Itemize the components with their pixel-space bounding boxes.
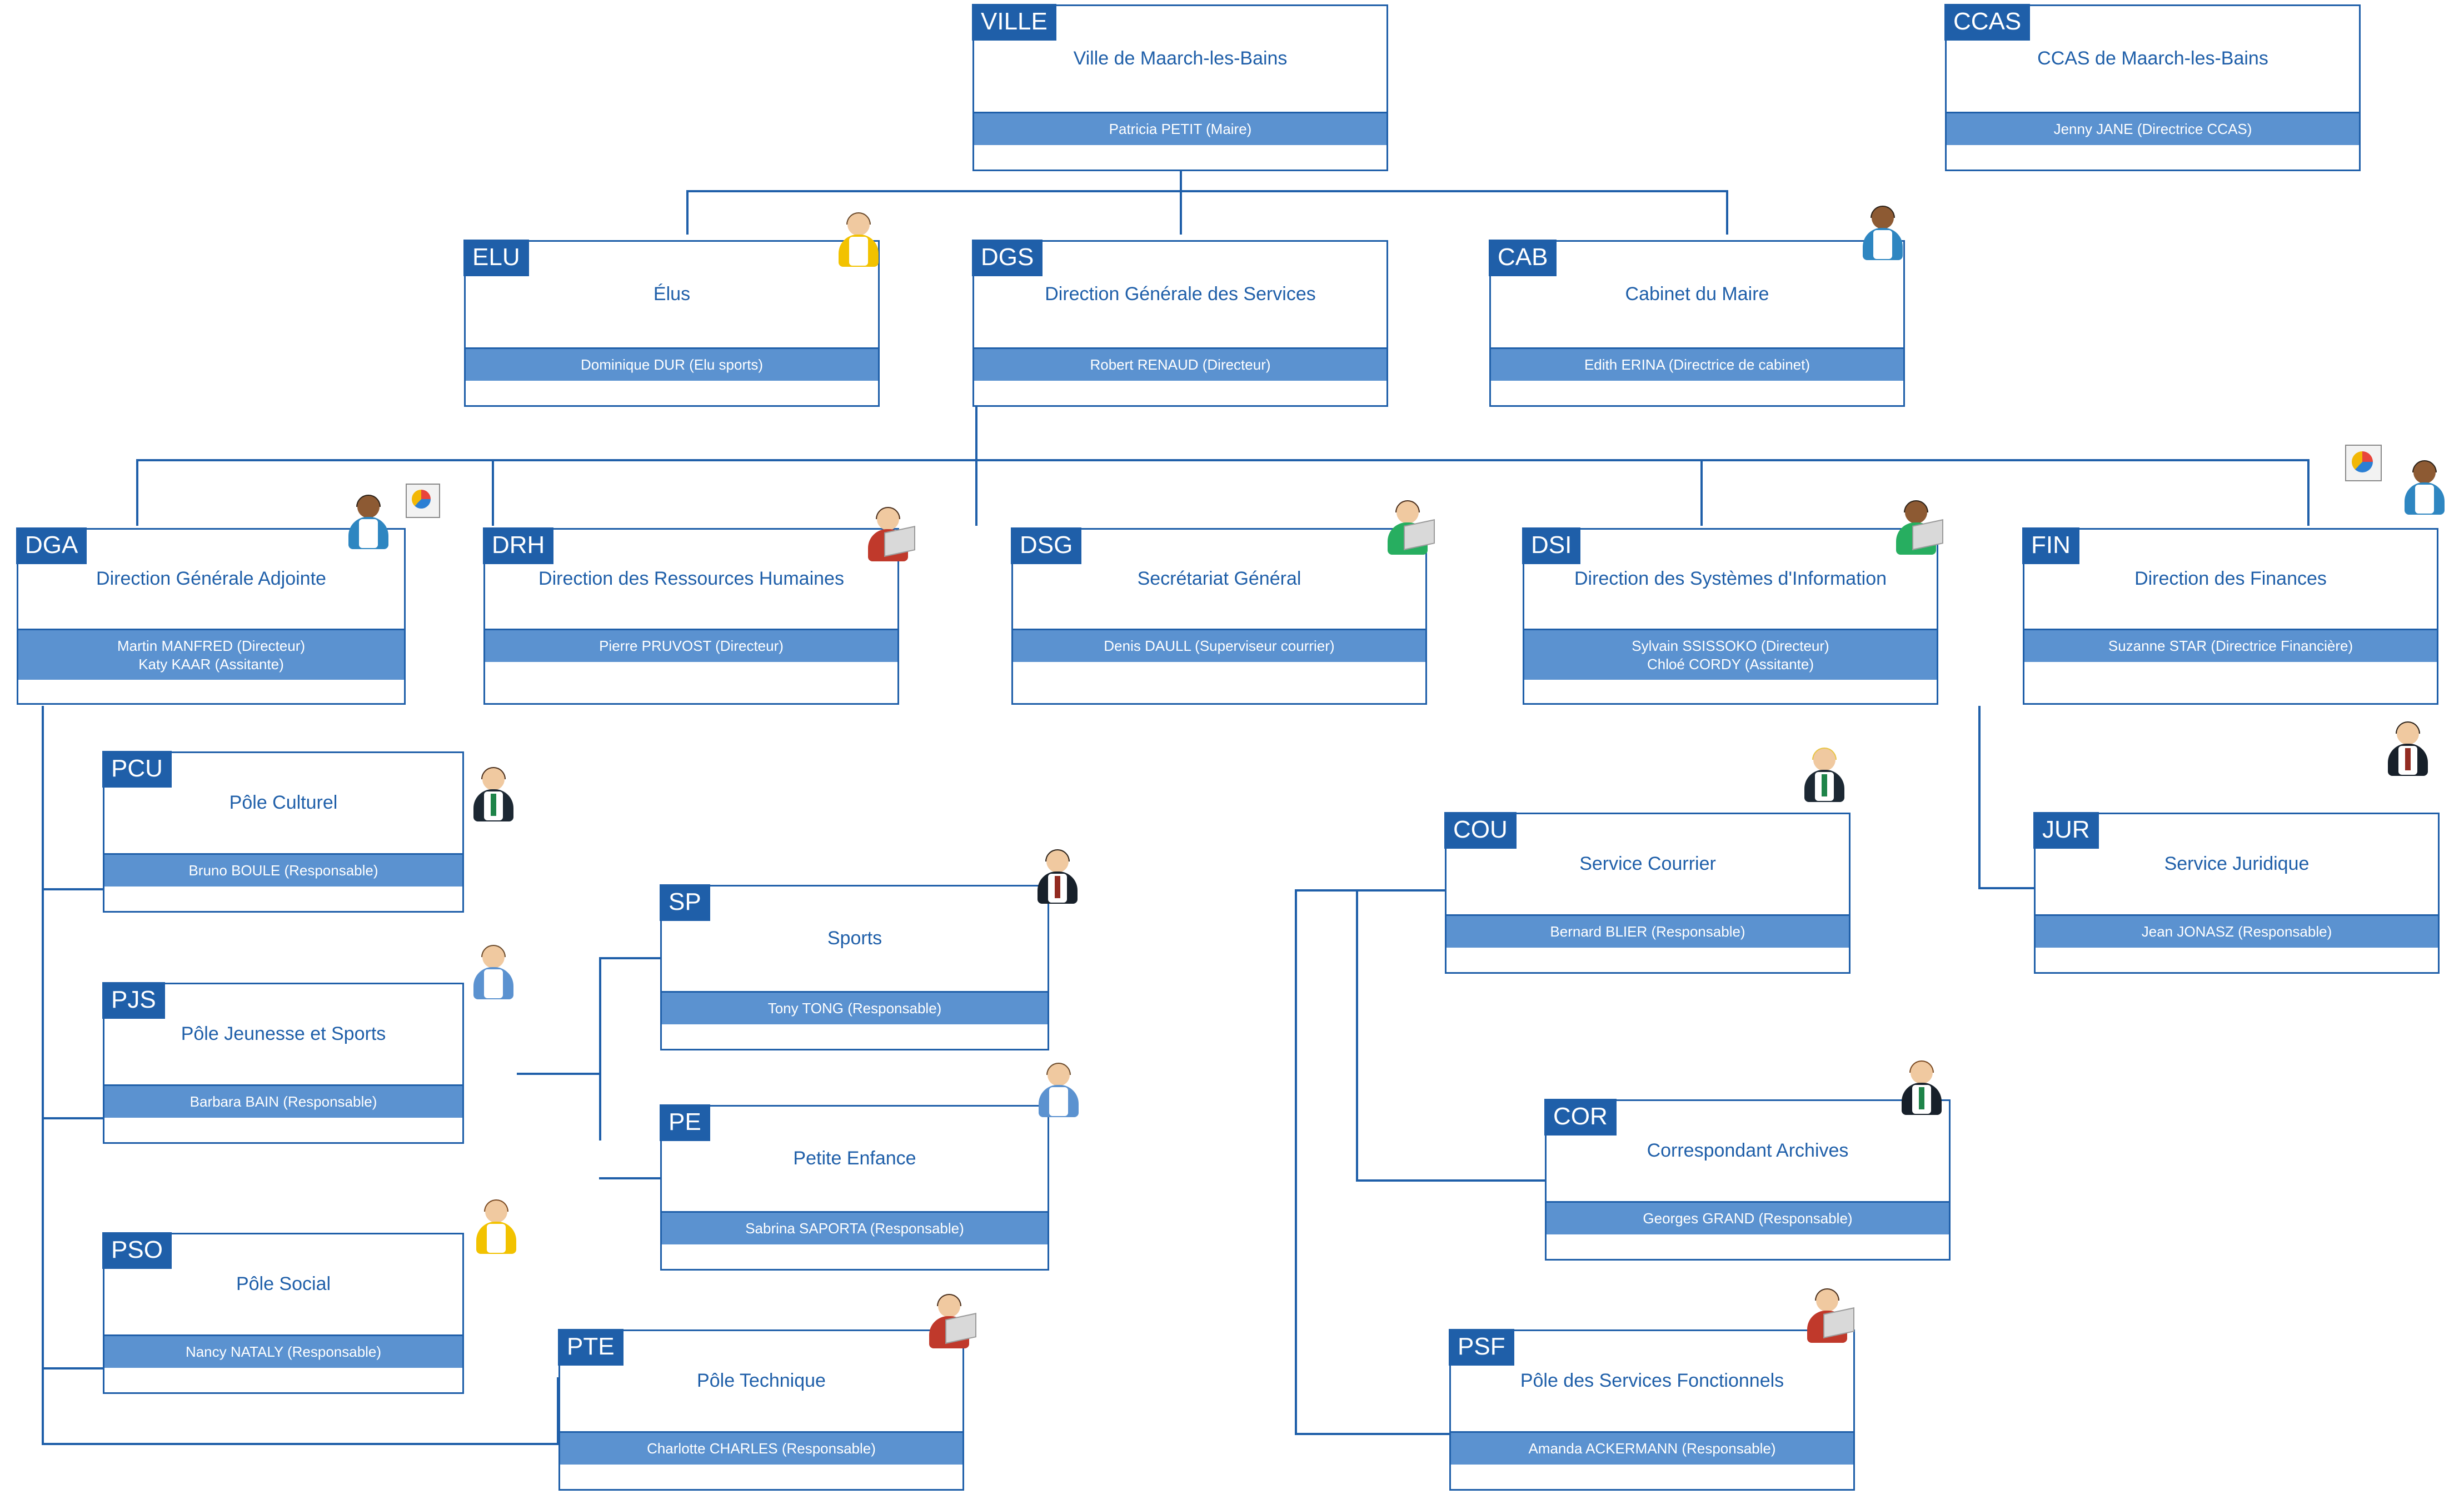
pie-chart-icon	[406, 484, 440, 518]
node-code: PSO	[102, 1232, 172, 1269]
person-avatar-icon	[1035, 1063, 1083, 1118]
connector	[42, 1443, 558, 1445]
connector	[517, 1073, 600, 1075]
person-avatar-icon	[1859, 206, 1907, 261]
node-code: JUR	[2033, 812, 2099, 849]
person-avatar-icon	[1384, 500, 1431, 556]
node-code: DSI	[1522, 527, 1580, 564]
person-avatar-icon	[1892, 500, 1940, 556]
node-people: Sabrina SAPORTA (Responsable)	[662, 1211, 1048, 1244]
node-dgs[interactable]	[972, 240, 1388, 407]
node-people: Patricia PETIT (Maire)	[974, 112, 1386, 145]
node-people: Amanda ACKERMANN (Responsable)	[1451, 1431, 1853, 1465]
person-avatar-icon	[835, 212, 882, 268]
node-title: Service Courrier	[1579, 853, 1716, 875]
node-code: DRH	[483, 527, 553, 564]
node-title: Pôle Culturel	[229, 792, 338, 814]
connector	[42, 1117, 103, 1119]
connector	[1978, 706, 1981, 889]
connector	[1180, 170, 1182, 192]
node-title: Pôle Jeunesse et Sports	[181, 1023, 386, 1045]
connector	[1180, 190, 1182, 235]
person-avatar-icon	[470, 767, 517, 823]
node-pjs[interactable]	[103, 983, 464, 1144]
node-code: VILLE	[972, 4, 1056, 41]
node-title: Direction des Finances	[2134, 568, 2327, 590]
node-title: Petite Enfance	[793, 1148, 916, 1169]
pie-chart-icon	[2345, 445, 2382, 481]
node-title: Élus	[653, 283, 691, 305]
node-code: DSG	[1011, 527, 1081, 564]
connector	[136, 459, 2309, 461]
node-people: Charlotte CHARLES (Responsable)	[560, 1431, 962, 1465]
node-people: Georges GRAND (Responsable)	[1547, 1201, 1949, 1234]
connector	[686, 190, 689, 235]
connector	[1356, 889, 1358, 1181]
node-code: COU	[1444, 812, 1517, 849]
node-code: CCAS	[1944, 4, 2030, 41]
connector	[1726, 190, 1728, 235]
node-people: Suzanne STAR (Directrice Financière)	[2024, 629, 2437, 662]
node-code: COR	[1544, 1099, 1617, 1136]
node-code: PSF	[1449, 1329, 1514, 1366]
node-ville[interactable]	[972, 4, 1388, 171]
connector	[599, 1177, 660, 1179]
node-cab[interactable]	[1489, 240, 1905, 407]
connector	[975, 406, 977, 461]
connector	[1295, 889, 1297, 1434]
person-avatar-icon	[925, 1294, 973, 1349]
connector	[2307, 459, 2310, 526]
node-code: PTE	[558, 1329, 624, 1366]
node-people: Bernard BLIER (Responsable)	[1447, 914, 1849, 948]
node-people: Dominique DUR (Elu sports)	[466, 347, 878, 381]
node-title: Service Juridique	[2164, 853, 2310, 875]
node-people: Nancy NATALY (Responsable)	[104, 1334, 462, 1368]
node-people: Barbara BAIN (Responsable)	[104, 1084, 462, 1118]
node-elu[interactable]	[464, 240, 880, 407]
node-title: Direction des Ressources Humaines	[538, 568, 844, 590]
node-cor[interactable]	[1545, 1099, 1951, 1261]
node-code: PCU	[102, 751, 172, 788]
node-people: Robert RENAUD (Directeur)	[974, 347, 1386, 381]
node-title: Direction des Systèmes d'Information	[1574, 568, 1887, 590]
node-jur[interactable]	[2034, 813, 2440, 974]
node-sp[interactable]	[660, 885, 1049, 1050]
person-avatar-icon	[472, 1199, 520, 1255]
node-title: CCAS de Maarch-les-Bains	[2037, 48, 2268, 69]
person-avatar-icon	[1034, 849, 1081, 905]
connector	[1295, 889, 1445, 892]
node-code: ELU	[463, 240, 529, 276]
node-pso[interactable]	[103, 1233, 464, 1394]
node-pe[interactable]	[660, 1105, 1049, 1271]
node-people: Jean JONASZ (Responsable)	[2036, 914, 2438, 948]
node-people: Denis DAULL (Superviseur courrier)	[1013, 629, 1425, 662]
node-title: Direction Générale Adjointe	[96, 568, 326, 590]
person-avatar-icon	[2401, 460, 2448, 516]
connector	[975, 459, 977, 526]
node-title: Secrétariat Général	[1137, 568, 1301, 590]
connector	[1700, 459, 1703, 526]
node-title: Ville de Maarch-les-Bains	[1073, 48, 1288, 69]
person-avatar-icon	[470, 945, 517, 1000]
person-avatar-icon	[1898, 1060, 1946, 1116]
connector	[42, 1367, 103, 1369]
node-people: Bruno BOULE (Responsable)	[104, 853, 462, 887]
node-fin[interactable]	[2023, 528, 2438, 705]
node-title: Pôle Social	[236, 1273, 331, 1295]
connector	[1356, 1179, 1545, 1182]
node-code: PJS	[102, 982, 165, 1019]
connector	[686, 190, 1728, 192]
node-title: Correspondant Archives	[1647, 1140, 1849, 1162]
person-avatar-icon	[864, 507, 912, 562]
node-dsg[interactable]	[1011, 528, 1427, 705]
node-title: Pôle Technique	[697, 1370, 826, 1392]
node-title: Sports	[827, 928, 882, 949]
connector	[136, 459, 138, 526]
node-title: Direction Générale des Services	[1045, 283, 1316, 305]
node-code: DGA	[16, 527, 87, 564]
node-title: Pôle des Services Fonctionnels	[1520, 1370, 1784, 1392]
node-pcu[interactable]	[103, 751, 464, 913]
person-avatar-icon	[345, 495, 392, 550]
node-dsi[interactable]	[1523, 528, 1938, 705]
connector	[42, 706, 44, 1445]
node-code: PE	[660, 1104, 710, 1141]
connector	[599, 957, 601, 1141]
node-cou[interactable]	[1445, 813, 1851, 974]
node-psf[interactable]	[1449, 1329, 1855, 1491]
connector	[42, 888, 103, 890]
connector	[599, 957, 660, 959]
node-drh[interactable]	[483, 528, 899, 705]
connector	[1295, 1433, 1450, 1435]
connector	[1978, 887, 2034, 889]
node-people: Tony TONG (Responsable)	[662, 991, 1048, 1024]
person-avatar-icon	[2384, 721, 2432, 777]
node-dga[interactable]	[17, 528, 406, 705]
node-people: Sylvain SSISSOKO (Directeur) Chloé CORDY (Assitante)	[1524, 629, 1937, 680]
node-code: FIN	[2022, 527, 2079, 564]
node-pte[interactable]	[558, 1329, 964, 1491]
node-people: Martin MANFRED (Directeur) Katy KAAR (Assitante)	[18, 629, 404, 680]
node-people: Pierre PRUVOST (Directeur)	[485, 629, 897, 662]
person-avatar-icon	[1803, 1288, 1851, 1344]
node-people: Jenny JANE (Directrice CCAS)	[1947, 112, 2359, 145]
node-code: DGS	[972, 240, 1043, 276]
node-code: SP	[660, 884, 710, 921]
node-ccas[interactable]	[1945, 4, 2361, 171]
node-people: Edith ERINA (Directrice de cabinet)	[1491, 347, 1903, 381]
node-title: Cabinet du Maire	[1625, 283, 1769, 305]
person-avatar-icon	[1800, 748, 1848, 803]
node-code: CAB	[1489, 240, 1557, 276]
connector	[492, 459, 494, 526]
